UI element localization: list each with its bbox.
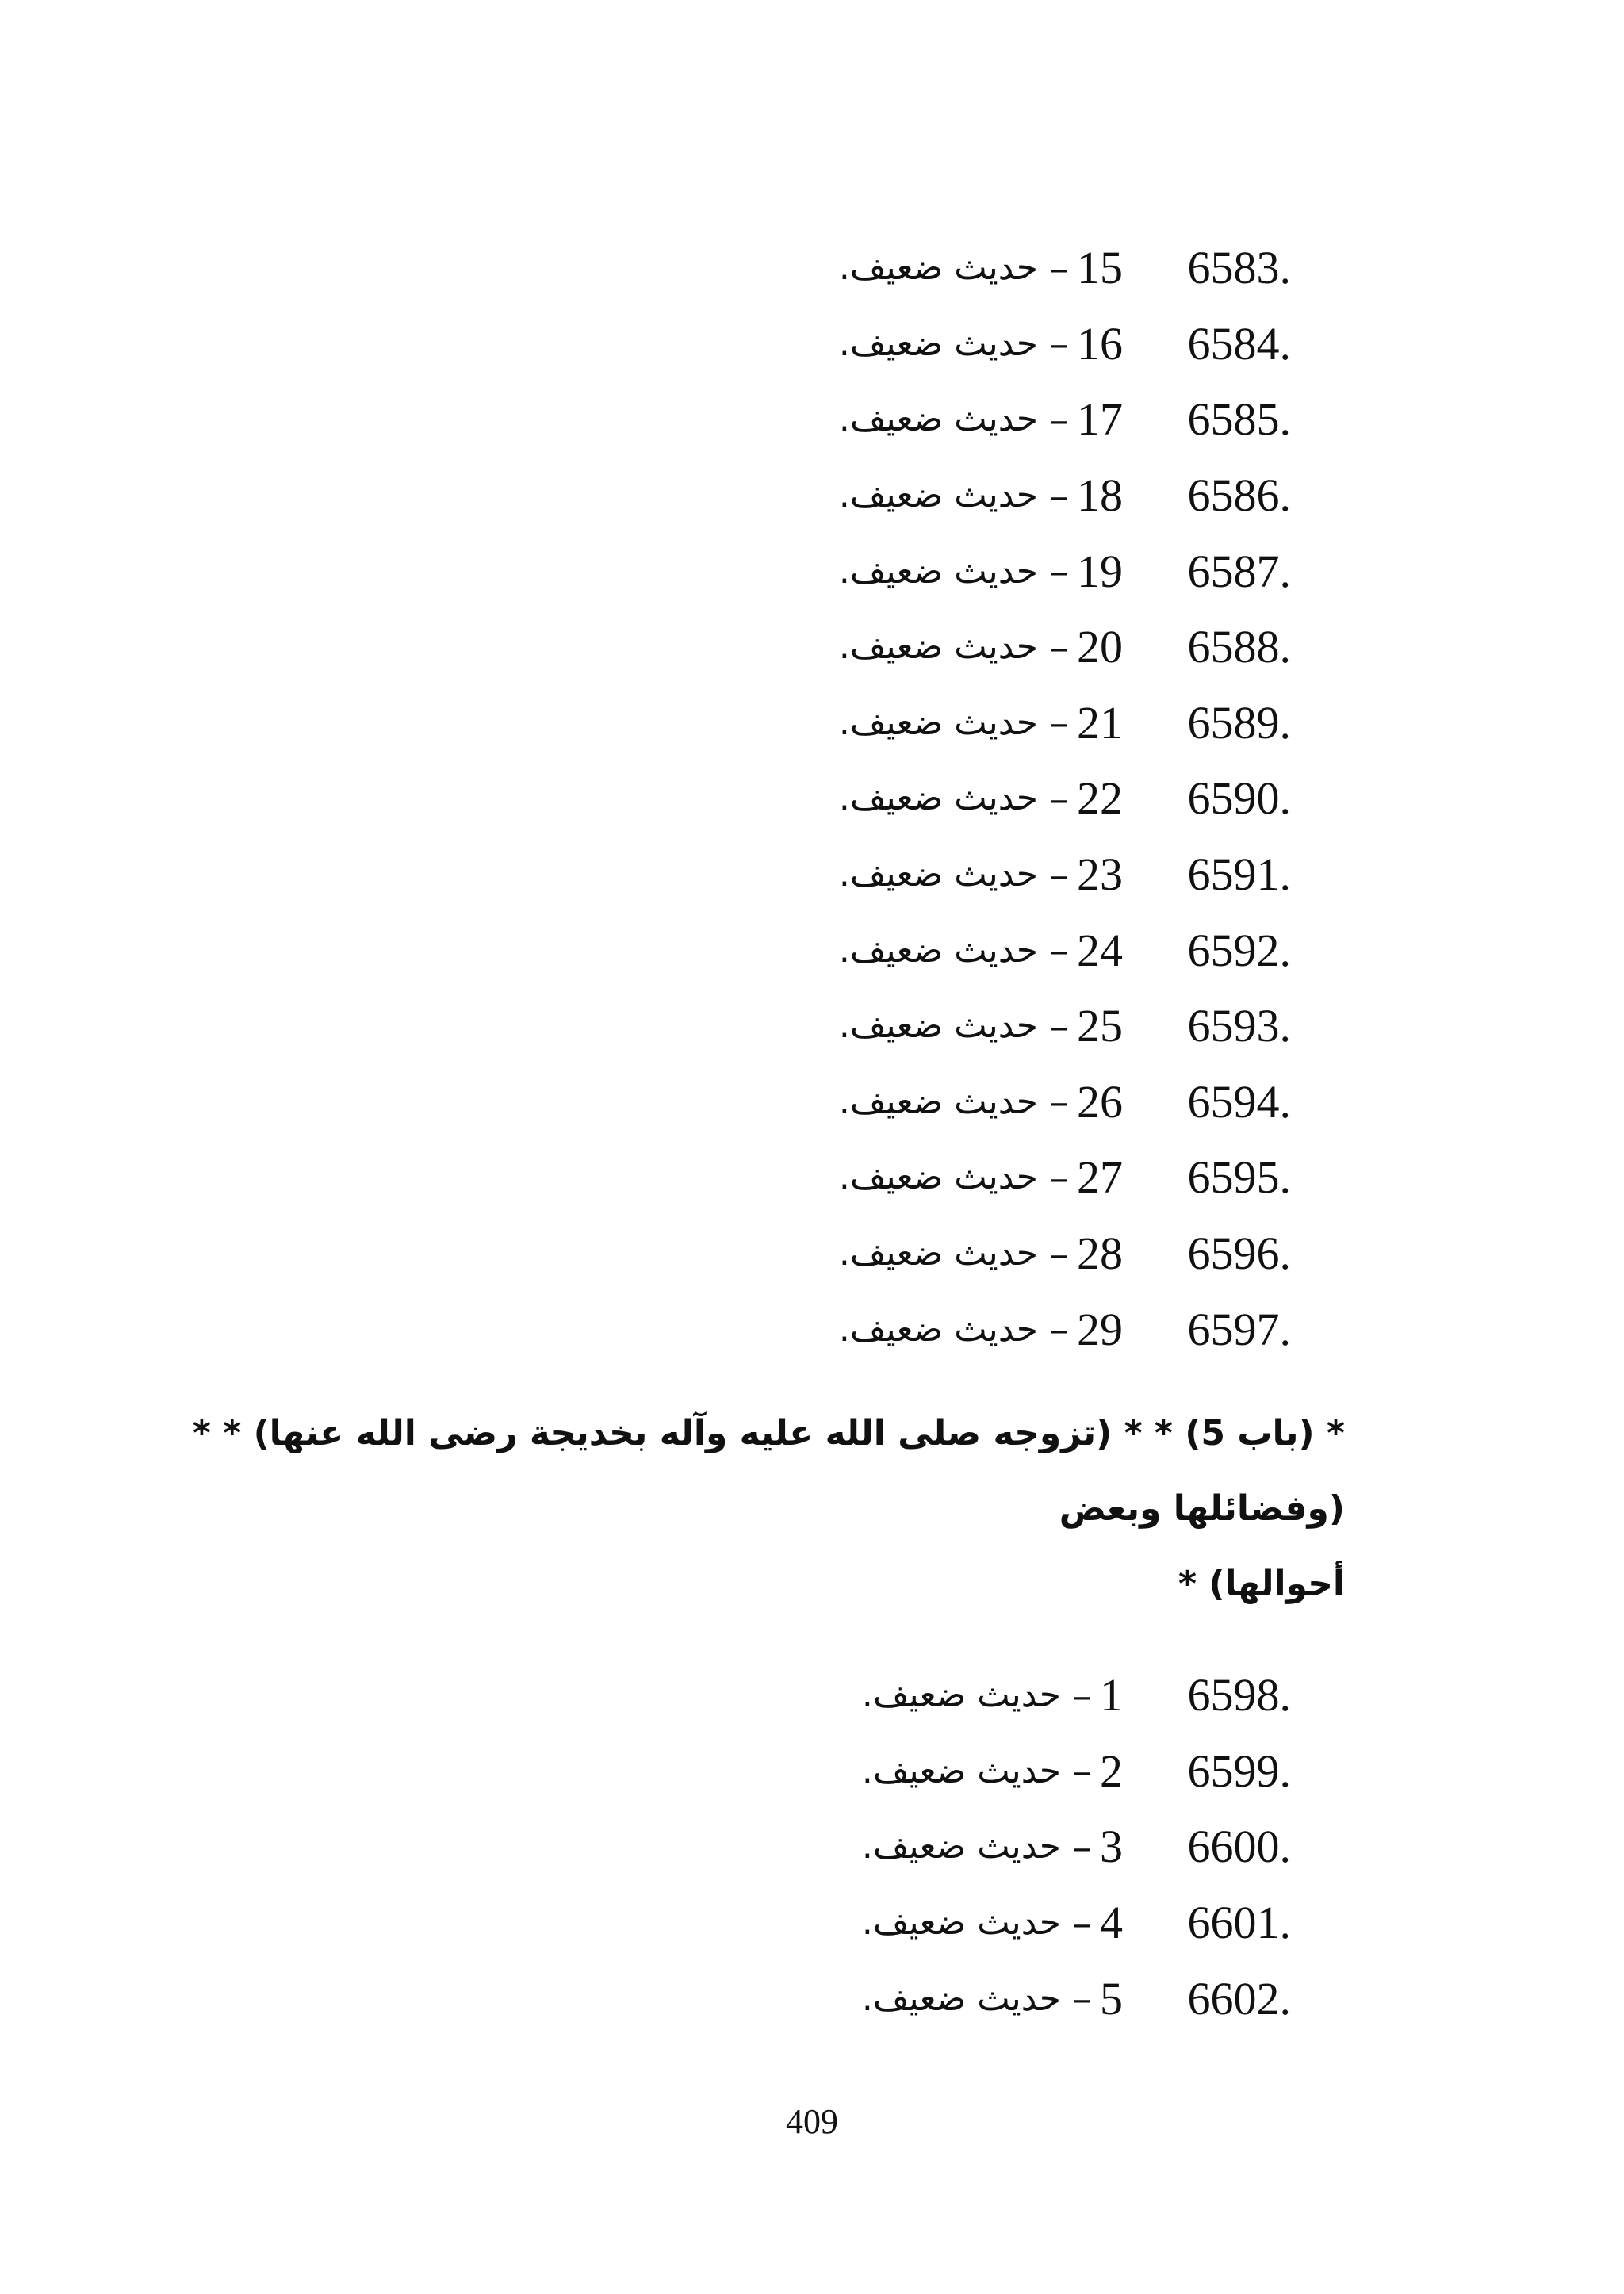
entry-text: حديث ضعيف.: [838, 247, 1038, 289]
entry-text: حديث ضعيف.: [838, 1081, 1038, 1122]
entry-sub-number: 16: [1077, 317, 1123, 370]
entry-text: حديث ضعيف.: [838, 399, 1038, 440]
entry-number: .6596: [1187, 1227, 1291, 1280]
entry-dash: –: [1072, 1975, 1092, 2022]
chapter-heading-line-1: * (باب 5) * * (تزوجه صلى الله عليه وآله بخديجة رضى الله عنها) * *: [192, 1413, 1345, 1453]
entry-text: حديث ضعيف.: [838, 702, 1038, 743]
entry-text: حديث ضعيف.: [861, 1826, 1061, 1867]
entry-dash: –: [1072, 1823, 1092, 1870]
list-item: [736, 609, 1291, 685]
chapter-heading: [192, 1396, 1345, 1622]
entry-number: .6590: [1187, 772, 1291, 825]
list-item: [736, 685, 1291, 761]
list-item: [736, 1657, 1291, 1733]
entry-text: حديث ضعيف.: [861, 1978, 1061, 2019]
entry-dash: –: [1049, 851, 1069, 898]
entry-number: .6585: [1187, 393, 1291, 446]
entry-sub-number: 2: [1100, 1744, 1123, 1797]
entry-text: حديث ضعيف.: [838, 550, 1038, 592]
entry-number: .6594: [1187, 1075, 1291, 1128]
entry-dash: –: [1072, 1672, 1092, 1718]
entry-number: .6599: [1187, 1744, 1291, 1797]
entry-sub-number: 21: [1077, 696, 1123, 749]
entry-text: حديث ضعيف.: [838, 1005, 1038, 1047]
entry-number: .6589: [1187, 696, 1291, 749]
entry-dash: –: [1072, 1899, 1092, 1946]
entry-sub-number: 17: [1077, 393, 1123, 446]
entry-dash: –: [1049, 775, 1069, 821]
entry-sub-number: 18: [1077, 469, 1123, 522]
entry-text: حديث ضعيف.: [838, 323, 1038, 364]
list-item: [736, 230, 1291, 306]
entry-text: حديث ضعيف.: [838, 1157, 1038, 1198]
entry-dash: –: [1049, 927, 1069, 974]
entry-text: حديث ضعيف.: [838, 626, 1038, 668]
entry-text: حديث ضعيف.: [861, 1902, 1061, 1944]
entry-number: .6595: [1187, 1151, 1291, 1204]
entry-dash: –: [1049, 1306, 1069, 1353]
entry-sub-number: 1: [1100, 1669, 1123, 1721]
entry-sub-number: 15: [1077, 242, 1123, 294]
entry-sub-number: 25: [1077, 1000, 1123, 1052]
entry-sub-number: 3: [1100, 1821, 1123, 1873]
entry-dash: –: [1049, 548, 1069, 595]
chapter-heading-line-3: أحوالها) *: [1178, 1564, 1345, 1604]
entry-number: .6586: [1187, 469, 1291, 522]
entry-text: حديث ضعيف.: [838, 778, 1038, 819]
entry-dash: –: [1049, 1078, 1069, 1125]
entry-sub-number: 23: [1077, 848, 1123, 901]
entry-sub-number: 27: [1077, 1151, 1123, 1204]
entry-text: حديث ضعيف.: [861, 1675, 1061, 1716]
entry-number: .6588: [1187, 621, 1291, 673]
entry-sub-number: 5: [1100, 1972, 1123, 2024]
entry-number: .6598: [1187, 1669, 1291, 1721]
list-item: [736, 381, 1291, 458]
list-item: [736, 1733, 1291, 1810]
entry-text: حديث ضعيف.: [838, 1308, 1038, 1350]
list-item: [736, 988, 1291, 1064]
entry-dash: –: [1049, 1154, 1069, 1201]
entry-sub-number: 28: [1077, 1227, 1123, 1280]
entry-text: حديث ضعيف.: [838, 475, 1038, 516]
entry-sub-number: 19: [1077, 545, 1123, 597]
entry-dash: –: [1049, 1002, 1069, 1049]
entry-number: .6591: [1187, 848, 1291, 901]
entry-number: .6602: [1187, 1972, 1291, 2024]
list-item: [736, 760, 1291, 837]
entry-text: حديث ضعيف.: [838, 854, 1038, 895]
entry-dash: –: [1049, 472, 1069, 519]
entry-number: .6592: [1187, 924, 1291, 976]
entry-number: .6583: [1187, 242, 1291, 294]
entry-sub-number: 22: [1077, 772, 1123, 825]
list-item: [736, 458, 1291, 534]
entry-sub-number: 4: [1100, 1897, 1123, 1949]
entry-dash: –: [1049, 320, 1069, 367]
list-item: [736, 1809, 1291, 1885]
list-item: [736, 1064, 1291, 1140]
entry-dash: –: [1049, 244, 1069, 291]
entry-sub-number: 20: [1077, 621, 1123, 673]
entry-number: .6593: [1187, 1000, 1291, 1052]
list-item: [736, 912, 1291, 988]
list-item: [736, 1291, 1291, 1367]
entry-sub-number: 26: [1077, 1075, 1123, 1128]
hadith-list-bottom: [736, 1657, 1291, 2036]
list-item: [736, 1139, 1291, 1216]
page-number: 409: [786, 2102, 838, 2141]
list-item: [736, 837, 1291, 913]
entry-number: .6597: [1187, 1303, 1291, 1355]
list-item: [736, 1216, 1291, 1292]
entry-dash: –: [1049, 396, 1069, 442]
entry-number: .6587: [1187, 545, 1291, 597]
entry-dash: –: [1049, 699, 1069, 746]
entry-sub-number: 29: [1077, 1303, 1123, 1355]
entry-dash: –: [1049, 1230, 1069, 1277]
list-item: [736, 533, 1291, 609]
entry-number: .6600: [1187, 1821, 1291, 1873]
entry-number: .6584: [1187, 317, 1291, 370]
hadith-list-top: [736, 230, 1291, 1367]
list-item: [736, 1885, 1291, 1961]
entry-text: حديث ضعيف.: [838, 1233, 1038, 1274]
list-item: [736, 1960, 1291, 2036]
list-item: [736, 306, 1291, 382]
entry-number: .6601: [1187, 1897, 1291, 1949]
entry-dash: –: [1072, 1748, 1092, 1794]
entry-text: حديث ضعيف.: [838, 929, 1038, 971]
entry-text: حديث ضعيف.: [861, 1750, 1061, 1791]
entry-dash: –: [1049, 623, 1069, 670]
entry-sub-number: 24: [1077, 924, 1123, 976]
chapter-heading-line-2: (وفضائلها وبعض: [1059, 1488, 1345, 1529]
